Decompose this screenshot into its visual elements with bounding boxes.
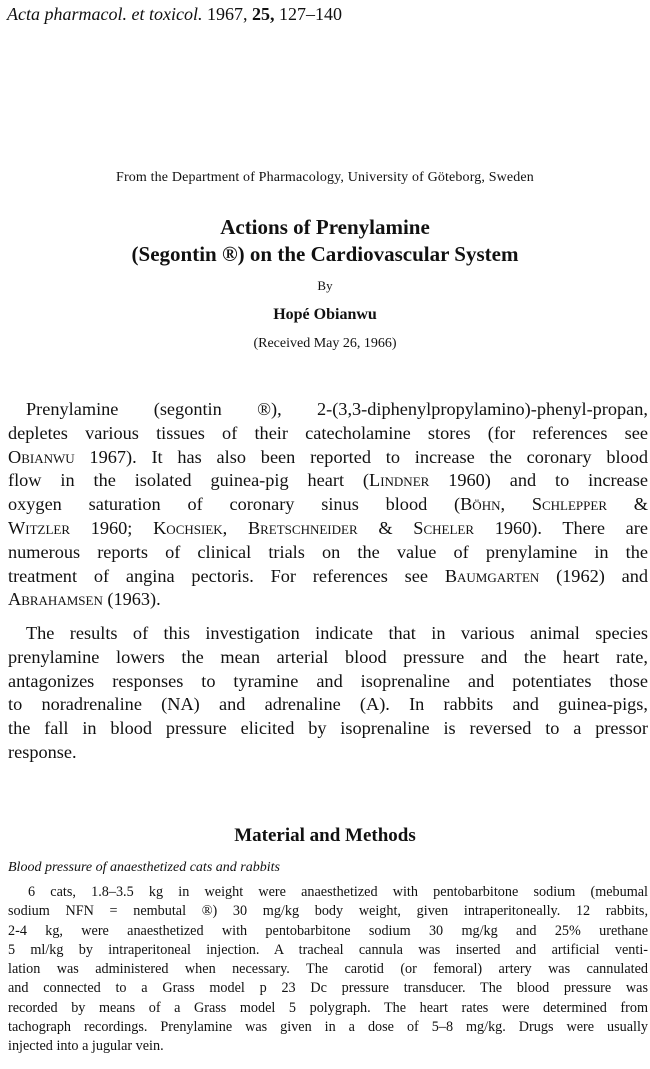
text-line: Witzler 1960; Kochsiek, Bretschneider & Scheler 1960). There are [8, 517, 648, 538]
section-heading: Material and Methods [234, 825, 416, 846]
title-line-2: (Segontin ®) on the Cardiovascular System [131, 242, 519, 266]
journal-title: Acta pharmacol. et toxicol. [7, 4, 203, 24]
text-line: response. [8, 741, 77, 762]
journal-volume: 25, [251, 4, 275, 24]
journal-pages: 127–140 [278, 4, 342, 24]
text-line: injected into a jugular vein. [8, 1038, 164, 1055]
text-line: the fall in blood pressure elicited by isoprenaline is reversed to a pressor [8, 718, 648, 739]
text-line: antagonizes responses to tyramine and isoprenaline and potentiates those [8, 670, 648, 691]
text-line: sodium NFN = nembutal ®) 30 mg/kg body weight, given intraperitoneally. 12 rabbits, [8, 903, 648, 920]
title-line-1: Actions of Prenylamine [220, 215, 430, 239]
text-line: recorded by means of a Grass model 5 polygraph. The heart rates were determined from [8, 999, 648, 1016]
text-line: and connected to a Grass model p 23 Dc pressure transducer. The blood pressure was [8, 980, 648, 997]
text-line: 6 cats, 1.8–3.5 kg in weight were anaesthetized with pentobarbitone sodium (mebumal [28, 884, 648, 900]
text-line: tachograph recordings. Prenylamine was given in a dose of 5–8 mg/kg. Drugs were usually [8, 1019, 648, 1036]
journal-citation [7, 4, 342, 25]
affiliation: From the Department of Pharmacology, University of Göteborg, Sweden [116, 170, 534, 185]
received-date: (Received May 26, 1966) [253, 336, 397, 351]
text-line: numerous reports of clinical trials on the value of prenylamine in the [8, 541, 648, 562]
intro-paragraph-1 [8, 398, 648, 612]
text-line: lation was administered when necessary. The carotid (or femoral) artery was cannulated [8, 961, 648, 978]
text-line: to noradrenaline (NA) and adrenaline (A). In rabbits and guinea-pigs, [8, 694, 648, 715]
byline: By [317, 278, 333, 293]
intro-paragraph-2 [8, 622, 648, 765]
subsection-heading: Blood pressure of anaesthetized cats and rabbits [8, 860, 280, 875]
text-line: oxygen saturation of coronary sinus blood (Böhn, Schlepper & [8, 494, 649, 515]
text-line: Abrahamsen (1963). [8, 589, 161, 610]
methods-paragraph [8, 883, 648, 1057]
author-name: Hopé Obianwu [273, 306, 377, 323]
text-line: 2-4 kg, were anaesthetized with pentobarbitone sodium 30 mg/kg and 25% urethane [8, 922, 648, 939]
text-line: flow in the isolated guinea-pig heart (Lindner 1960) and to increase [8, 470, 648, 491]
text-line: treatment of angina pectoris. For references see Baumgarten (1962) and [8, 565, 648, 586]
text-line: Obianwu 1967). It has also been reported to increase the coronary blood [8, 446, 648, 467]
text-line: Prenylamine (segontin ®), 2-(3,3-diphenylpropylamino)-phenyl-propan, [26, 399, 648, 419]
text-line: The results of this investigation indicate that in various animal species [26, 623, 648, 643]
text-line: depletes various tissues of their catecholamine stores (for references see [8, 422, 648, 443]
text-line: 5 ml/kg by intraperitoneal injection. A tracheal cannula was inserted and artificial venti- [8, 941, 648, 958]
text-line: prenylamine lowers the mean arterial blood pressure and the heart rate, [8, 646, 648, 667]
journal-year: 1967, [206, 4, 248, 24]
